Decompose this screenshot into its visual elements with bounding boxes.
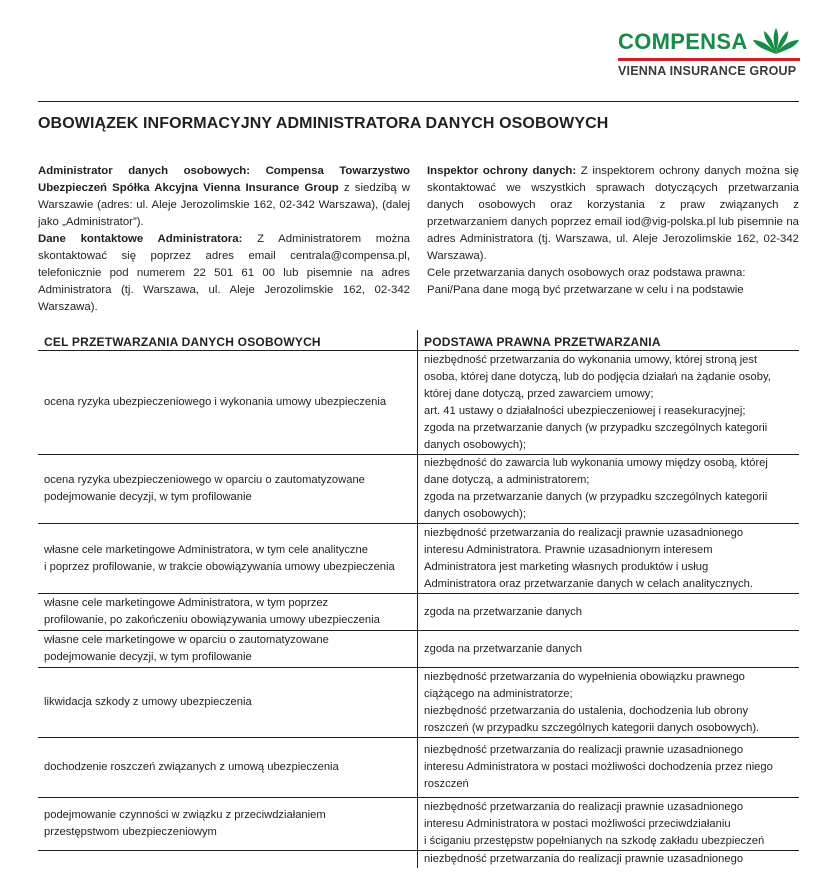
legal-basis-line: zgoda na przetwarzanie danych (w przypadku szczególnych kategorii xyxy=(424,421,768,434)
purpose-cell xyxy=(38,455,417,523)
legal-basis-cell xyxy=(417,738,799,797)
legal-basis-line: danych osobowych); xyxy=(424,438,526,451)
administrator-paragraph xyxy=(38,163,410,231)
legal-basis-cell xyxy=(417,594,799,630)
purposes-intro-paragraph: Cele przetwarzania danych osobowych oraz podstawa prawna: Pani/Pana dane mogą być przetwarzane w celu i na podstawie xyxy=(427,267,746,296)
logo-brand: COMPENSA xyxy=(618,29,748,54)
table-row xyxy=(38,737,799,797)
table-row xyxy=(38,523,799,593)
legal-basis-line: zgoda na przetwarzanie danych xyxy=(424,642,582,655)
purpose-line: likwidacja szkody z umowy ubezpieczenia xyxy=(44,696,252,708)
legal-basis-cell xyxy=(417,798,799,850)
purpose-line: podejmowanie decyzji, w tym profilowanie xyxy=(44,491,252,503)
purpose-text xyxy=(44,632,329,666)
contact-paragraph xyxy=(38,231,410,316)
legal-basis-line: roszczeń xyxy=(424,778,469,790)
table-row xyxy=(38,593,799,630)
table-row xyxy=(38,454,799,523)
inspector-text: Z inspektorem ochrony danych można się skontaktować we wszystkich sprawach dotyczących przetwarzania danych osobowych oraz korzystania z praw związanych z przetwarzaniem danych poprzez email iod@vig-polska.pl lub pisemnie na adres Administratora (tj. Warszawa, ul. Aleje Jerozolimskie 162, 02-342 Warszawa). xyxy=(427,165,799,262)
header-purpose: CEL PRZETWARZANIA DANYCH OSOBOWYCH xyxy=(44,334,321,349)
table-header-row xyxy=(38,330,799,350)
legal-basis-line: niezbędność przetwarzania do ustalenia, dochodzenia lub obrony xyxy=(424,704,749,717)
legal-basis-text xyxy=(424,455,768,523)
compensa-logo xyxy=(618,26,802,82)
table-row xyxy=(38,797,799,850)
purpose-cell xyxy=(38,351,417,454)
table-row xyxy=(38,667,799,737)
legal-basis-line: danych osobowych); xyxy=(424,508,526,520)
legal-basis-line: Administratora oraz przetwarzanie danych w celach analitycznych. xyxy=(424,577,753,590)
administrator-label: Administrator danych osobowych: Compensa Towarzystwo Ubezpieczeń Spółka Akcyjna Vienna Insurance Group xyxy=(38,165,410,194)
table-row xyxy=(38,350,799,454)
legal-basis-line: osoba, której dane dotyczą, lub do podjęcia działań na żądanie osoby, xyxy=(424,370,771,383)
left-info-column xyxy=(38,163,410,316)
legal-basis-line: dane dotyczą, a administratorem; xyxy=(424,474,590,486)
legal-basis-line: interesu Administratora. Prawnie uzasadnionym interesem xyxy=(424,543,713,556)
legal-basis-cell xyxy=(417,455,799,523)
purpose-cell xyxy=(38,668,417,737)
purpose-cell xyxy=(38,594,417,630)
purpose-text xyxy=(44,694,252,711)
page-title: OBOWIĄZEK INFORMACYJNY ADMINISTRATORA DANYCH OSOBOWYCH xyxy=(38,115,609,132)
purpose-line: podejmowanie decyzji, w tym profilowanie xyxy=(44,651,252,663)
purpose-cell xyxy=(38,631,417,667)
legal-basis-line: i ściganiu przestępstw popełnianych na szkodę zakładu ubezpieczeń xyxy=(424,834,765,847)
legal-basis-line: interesu Administratora w postaci możliwości przeciwdziałaniu xyxy=(424,817,731,830)
header-divider xyxy=(38,101,799,102)
purpose-cell xyxy=(38,738,417,797)
purpose-text xyxy=(44,807,326,841)
purpose-line: ocena ryzyka ubezpieczeniowego w oparciu o zautomatyzowane xyxy=(44,474,365,486)
purpose-line: profilowanie, po zakończeniu obowiązywania umowy ubezpieczenia xyxy=(44,614,380,626)
legal-basis-line: ciążącego na administratorze; xyxy=(424,687,573,700)
purpose-line: ocena ryzyka ubezpieczeniowego i wykonania umowy ubezpieczenia xyxy=(44,396,387,408)
legal-basis-line: niezbędność przetwarzania do realizacji prawnie uzasadnionego xyxy=(424,800,744,813)
legal-basis-cell xyxy=(417,524,799,593)
legal-basis-line: roszczeń (w przypadku szczególnych kategorii danych osobowych). xyxy=(424,721,760,734)
purpose-text xyxy=(44,595,380,629)
legal-basis-cell xyxy=(417,668,799,737)
legal-basis-cell xyxy=(417,351,799,454)
legal-basis-text xyxy=(424,604,582,621)
contact-text: Z Administratorem można skontaktować się poprzez adres email centrala@compensa.pl, telefonicznie pod numerem 22 501 61 00 lub pisemnie na adres Administratora (tj. Warszawa, ul. Aleje Jerozolimskie 162, 02-342 Warszawa). xyxy=(38,233,410,313)
legal-basis-line: której dane dotyczą, przed zawarciem umowy; xyxy=(424,387,654,400)
purpose-text xyxy=(44,759,339,776)
purpose-line: własne cele marketingowe Administratora, w tym poprzez xyxy=(44,597,329,609)
legal-basis-text xyxy=(424,525,753,593)
legal-basis-line: niezbędność przetwarzania do realizacji prawnie uzasadnionego xyxy=(424,853,744,865)
fan-logo-icon xyxy=(752,28,800,54)
purpose-text xyxy=(44,472,365,506)
legal-basis-line: niezbędność przetwarzania do wypełnienia obowiązku prawnego xyxy=(424,670,745,683)
legal-basis-line: interesu Administratora w postaci możliwości dochodzenia przez niego xyxy=(424,761,773,773)
purpose-line: dochodzenie roszczeń związanych z umową ubezpieczenia xyxy=(44,761,339,773)
legal-basis-cell xyxy=(417,631,799,667)
legal-basis-line: zgoda na przetwarzanie danych (w przypadku szczególnych kategorii xyxy=(424,491,768,503)
legal-basis-text xyxy=(424,799,764,850)
purpose-line: podejmowanie czynności w związku z przeciwdziałaniem xyxy=(44,809,326,821)
inspector-label: Inspektor ochrony danych: xyxy=(427,165,577,177)
legal-basis-line: niezbędność przetwarzania do realizacji prawnie uzasadnionego xyxy=(424,526,744,539)
legal-basis-line: niezbędność do zawarcia lub wykonania umowy między osobą, której xyxy=(424,457,768,469)
legal-basis-line: zgoda na przetwarzanie danych xyxy=(424,605,582,618)
processing-table xyxy=(38,330,799,891)
purpose-line: własne cele marketingowe Administratora, w tym cele analityczne xyxy=(44,543,368,556)
header-legal-basis: PODSTAWA PRAWNA PRZETWARZANIA xyxy=(417,330,799,350)
legal-basis-text xyxy=(424,352,771,454)
legal-basis-line: niezbędność przetwarzania do wykonania umowy, której stroną jest xyxy=(424,353,758,366)
purpose-cell xyxy=(38,798,417,850)
legal-basis-text xyxy=(424,742,773,793)
legal-basis-line: niezbędność przetwarzania do realizacji prawnie uzasadnionego xyxy=(424,744,744,756)
purpose-cell xyxy=(38,524,417,593)
legal-basis-text xyxy=(424,851,743,868)
inspector-paragraph xyxy=(427,163,799,265)
legal-basis-text xyxy=(424,641,582,658)
purpose-text xyxy=(44,542,395,576)
purpose-line: przestępstwom ubezpieczeniowym xyxy=(44,826,217,838)
table-row xyxy=(38,850,799,891)
logo-red-line xyxy=(618,58,800,61)
legal-basis-cell xyxy=(417,851,799,868)
purpose-line: własne cele marketingowe w oparciu o zautomatyzowane xyxy=(44,634,329,646)
purpose-line: i poprzez profilowanie, w trakcie obowiązywania umowy ubezpieczenia xyxy=(44,560,395,573)
table-row xyxy=(38,630,799,667)
administrator-text: z siedzibą w Warszawie (adres: ul. Aleje Jerozolimskie 162, 02-342 Warszawa), (dalej jako „Administrator”). xyxy=(38,182,410,228)
legal-basis-line: Administratora jest marketing własnych produktów i usług xyxy=(424,560,709,573)
purpose-text xyxy=(44,394,386,411)
legal-basis-text xyxy=(424,669,759,737)
right-info-column xyxy=(427,163,799,299)
legal-basis-line: art. 41 ustawy o działalności ubezpieczeniowej i reasekuracyjnej; xyxy=(424,404,746,417)
logo-subtitle: VIENNA INSURANCE GROUP xyxy=(618,64,797,78)
contact-label: Dane kontaktowe Administratora: xyxy=(38,233,243,245)
